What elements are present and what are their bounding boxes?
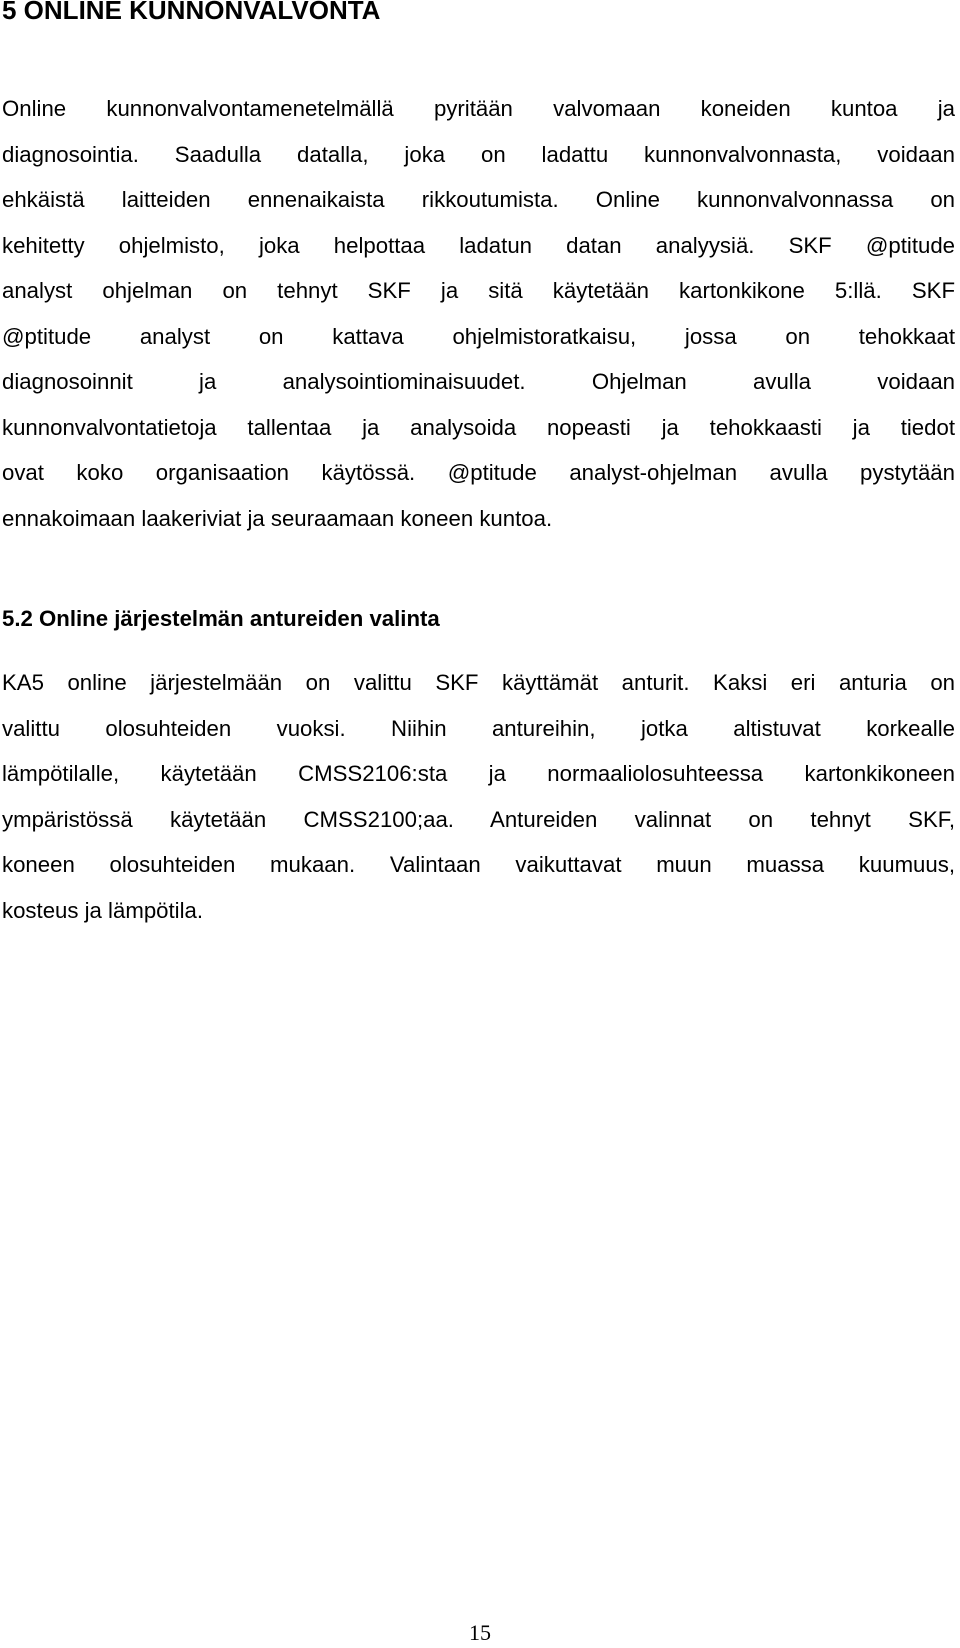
paragraph-line: ovat koko organisaation käytössä. @ptitude analyst-ohjelman avulla pystytään bbox=[2, 460, 955, 485]
paragraph-line: ennakoimaan laakeriviat ja seuraamaan koneen kuntoa. bbox=[2, 505, 553, 531]
paragraph-line: Online kunnonvalvontamenetelmällä pyritään valvomaan koneiden kuntoa ja bbox=[2, 96, 955, 121]
paragraph-line: valittu olosuhteiden vuoksi. Niihin antureihin, jotka altistuvat korkealle bbox=[2, 715, 955, 741]
paragraph-line: koneen olosuhteiden mukaan. Valintaan vaikuttavat muun muassa kuumuus, bbox=[2, 852, 955, 877]
paragraph-line: ympäristössä käytetään CMSS2100;aa. Antureiden valinnat on tehnyt SKF, bbox=[2, 806, 955, 832]
section-heading: 5 ONLINE KUNNONVALVONTA bbox=[2, 0, 381, 25]
paragraph-line: lämpötilalle, käytetään CMSS2106:sta ja normaaliolosuhteessa kartonkikoneen bbox=[2, 761, 955, 786]
subsection-paragraph bbox=[2, 660, 955, 933]
paragraph-line: analyst ohjelman on tehnyt SKF ja sitä käytetään kartonkikone 5:llä. SKF bbox=[2, 278, 955, 303]
paragraph-line: kosteus ja lämpötila. bbox=[2, 897, 204, 923]
paragraph-line: @ptitude analyst on kattava ohjelmistoratkaisu, jossa on tehokkaat bbox=[2, 323, 955, 349]
paragraph-line: kehitetty ohjelmisto, joka helpottaa ladatun datan analyysiä. SKF @ptitude bbox=[2, 232, 955, 258]
page-number: 15 bbox=[469, 1620, 491, 1645]
paragraph-line: diagnosoinnit ja analysointiominaisuudet. Ohjelman avulla voidaan bbox=[2, 369, 955, 394]
paragraph-line: ehkäistä laitteiden ennenaikaista rikkoutumista. Online kunnonvalvonnassa on bbox=[2, 187, 955, 212]
paragraph-line: diagnosointia. Saadulla datalla, joka on ladattu kunnonvalvonnasta, voidaan bbox=[2, 141, 955, 167]
section-paragraph bbox=[2, 86, 955, 541]
paragraph-line: KA5 online järjestelmään on valittu SKF käyttämät anturit. Kaksi eri anturia on bbox=[2, 670, 955, 695]
paragraph-line: kunnonvalvontatietoja tallentaa ja analysoida nopeasti ja tehokkaasti ja tiedot bbox=[2, 414, 955, 440]
subsection-heading: 5.2 Online järjestelmän antureiden valinta bbox=[2, 606, 440, 631]
